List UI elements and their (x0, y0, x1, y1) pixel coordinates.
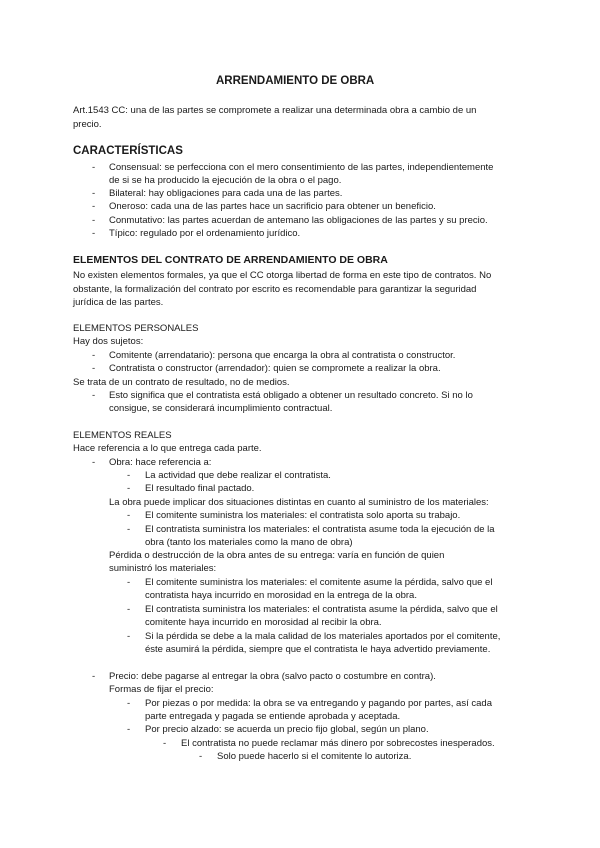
formas-line: Formas de fijar el precio: (109, 684, 214, 695)
bullet-dash: - (92, 671, 96, 682)
bullet-dash: - (127, 483, 131, 494)
list-item: éste asumirá la pérdida, siempre que el contratista le haya advertido previamente. (145, 644, 491, 655)
bullet-dash: - (92, 228, 96, 239)
list-item: El resultado final pactado. (145, 483, 255, 494)
paragraph-line: obstante, la formalización del contrato por escrito es recomendable para garantizar la seguridad (73, 284, 477, 295)
reales-heading: ELEMENTOS REALES (73, 430, 172, 441)
list-item: consigue, se considerará incumplimiento contractual. (109, 403, 333, 414)
paragraph-line: jurídica de las partes. (73, 297, 164, 308)
list-item: Consensual: se perfecciona con el mero consentimiento de las partes, independientemente (109, 162, 494, 173)
perdida-intro: suministró los materiales: (109, 563, 217, 574)
document-title: ARRENDAMIENTO DE OBRA (216, 75, 375, 87)
bullet-dash: - (127, 698, 131, 709)
list-item: Solo puede hacerlo si el comitente lo autoriza. (217, 751, 412, 762)
list-item: Por precio alzado: se acuerda un precio fijo global, según un plano. (145, 724, 429, 735)
list-item: Contratista o constructor (arrendador): quien se compromete a realizar la obra. (109, 363, 441, 374)
list-item: Típico: regulado por el ordenamiento jurídico. (109, 228, 301, 239)
bullet-dash: - (127, 524, 131, 535)
personales-heading: ELEMENTOS PERSONALES (73, 323, 199, 334)
paragraph-line: No existen elementos formales, ya que el CC otorga libertad de forma en este tipo de contratos. No (73, 270, 492, 281)
list-item: Conmutativo: las partes acuerdan de antemano las obligaciones de las partes y su precio. (109, 215, 488, 226)
bullet-dash: - (92, 457, 96, 468)
obra-line: Obra: hace referencia a: (109, 457, 212, 468)
materiales-intro: La obra puede implicar dos situaciones distintas en cuanto al suministro de los materiales: (109, 497, 489, 508)
bullet-dash: - (92, 390, 96, 401)
bullet-dash: - (92, 201, 96, 212)
list-item: El contratista suministra los materiales: el contratista asume la pérdida, salvo que el (145, 604, 498, 615)
bullet-dash: - (127, 577, 131, 588)
bullet-dash: - (127, 724, 131, 735)
caracteristicas-heading: CARACTERÍSTICAS (73, 145, 183, 157)
resultado-line: Se trata de un contrato de resultado, no de medios. (73, 377, 290, 388)
personales-intro: Hay dos sujetos: (73, 336, 144, 347)
perdida-intro: Pérdida o destrucción de la obra antes de su entrega: varía en función de quien (109, 550, 445, 561)
list-item: de si se ha producido la ejecución de la obra o el pago. (109, 175, 342, 186)
bullet-dash: - (92, 350, 96, 361)
precio-line: Precio: debe pagarse al entregar la obra (salvo pacto o costumbre en contra). (109, 671, 436, 682)
list-item: El contratista suministra los materiales: el contratista asume toda la ejecución de la (145, 524, 495, 535)
list-item: El comitente suministra los materiales: el contratista solo aporta su trabajo. (145, 510, 461, 521)
reales-intro: Hace referencia a lo que entrega cada parte. (73, 443, 262, 454)
list-item: Bilateral: hay obligaciones para cada una de las partes. (109, 188, 343, 199)
bullet-dash: - (199, 751, 203, 762)
bullet-dash: - (163, 738, 167, 749)
bullet-dash: - (127, 510, 131, 521)
list-item: Esto significa que el contratista está obligado a obtener un resultado concreto. Si no lo (109, 390, 473, 401)
list-item: El comitente suministra los materiales: el comitente asume la pérdida, salvo que el (145, 577, 493, 588)
list-item: comitente haya incurrido en morosidad al recibir la obra. (145, 617, 382, 628)
bullet-dash: - (127, 631, 131, 642)
list-item: Comitente (arrendatario): persona que encarga la obra al contratista o constructor. (109, 350, 456, 361)
list-item: Si la pérdida se debe a la mala calidad de los materiales aportados por el comitente, (145, 631, 501, 642)
intro-line-1: Art.1543 CC: una de las partes se compromete a realizar una determinada obra a cambio de un (73, 105, 477, 116)
bullet-dash: - (92, 162, 96, 173)
list-item: Oneroso: cada una de las partes hace un sacrificio para obtener un beneficio. (109, 201, 436, 212)
list-item: El contratista no puede reclamar más dinero por sobrecostes inesperados. (181, 738, 495, 749)
bullet-dash: - (127, 604, 131, 615)
list-item: contratista haya incurrido en morosidad en la entrega de la obra. (145, 590, 417, 601)
list-item: Por piezas o por medida: la obra se va entregando y pagando por partes, así cada (145, 698, 492, 709)
bullet-dash: - (92, 188, 96, 199)
bullet-dash: - (127, 470, 131, 481)
bullet-dash: - (92, 215, 96, 226)
list-item: La actividad que debe realizar el contratista. (145, 470, 331, 481)
list-item: parte entregada y pagada se entiende aprobada y aceptada. (145, 711, 401, 722)
list-item: obra (tanto los materiales como la mano de obra) (145, 537, 353, 548)
intro-line-2: precio. (73, 119, 102, 130)
bullet-dash: - (92, 363, 96, 374)
elementos-heading: ELEMENTOS DEL CONTRATO DE ARRENDAMIENTO DE OBRA (73, 254, 388, 266)
